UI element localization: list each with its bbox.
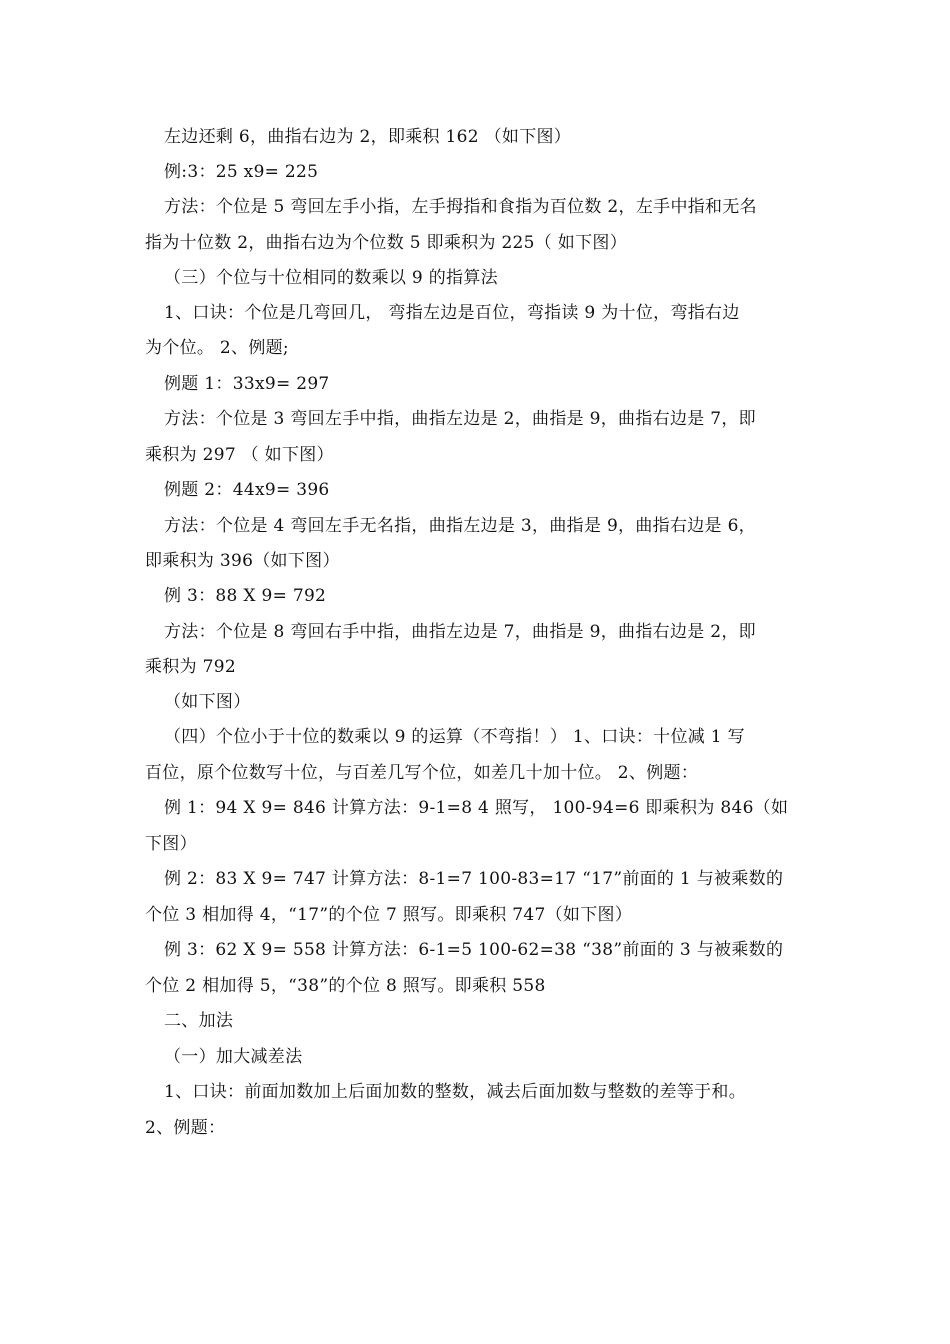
text-line: （如下图） xyxy=(164,692,251,712)
text-line: 例 1：94 X 9= 846 计算方法：9-1=8 4 照写， 100-94=6 即乘积为 846（如 xyxy=(164,798,789,818)
text-line: 乘积为 792 xyxy=(145,657,236,677)
section-heading: （一）加大减差法 xyxy=(164,1047,303,1067)
section-heading: 二、加法 xyxy=(164,1011,234,1031)
text-line: 1、口诀：个位是几弯回几， 弯指左边是百位，弯指读 9 为十位，弯指右边 xyxy=(164,303,740,323)
text-line: 方法：个位是 8 弯回右手中指，曲指左边是 7，曲指是 9，曲指右边是 2，即 xyxy=(164,622,756,642)
text-line: 方法：个位是 5 弯回左手小指，左手拇指和食指为百位数 2，左手中指和无名 xyxy=(164,197,757,217)
text-line: 例:3：25 x9= 225 xyxy=(164,162,319,182)
text-line: 下图） xyxy=(145,834,197,854)
text-line: 指为十位数 2，曲指右边为个位数 5 即乘积为 225（ 如下图） xyxy=(145,233,627,253)
text-line: 1、口诀：前面加数加上后面加数的整数，减去后面加数与整数的差等于和。 xyxy=(164,1082,747,1102)
text-line: 例 2：83 X 9= 747 计算方法：8-1=7 100-83=17 “17”前面的 1 与被乘数的 xyxy=(164,869,784,889)
text-line: 例 3：62 X 9= 558 计算方法：6-1=5 100-62=38 “38”前面的 3 与被乘数的 xyxy=(164,940,784,960)
text-line: 为个位。 2、例题; xyxy=(145,338,289,358)
section-heading: （四）个位小于十位的数乘以 9 的运算（不弯指！） 1、口诀：十位减 1 写 xyxy=(164,727,745,747)
text-line: 百位，原个位数写十位，与百差几写个位，如差几十加十位。 2、例题： xyxy=(145,763,699,783)
text-line: 2、例题： xyxy=(145,1118,226,1138)
text-line: 方法：个位是 3 弯回左手中指，曲指左边是 2，曲指是 9，曲指右边是 7，即 xyxy=(164,409,756,429)
text-line: 例 3：88 X 9= 792 xyxy=(164,586,327,606)
text-line: 左边还剩 6，曲指右边为 2，即乘积 162 （如下图） xyxy=(164,127,572,147)
text-line: 乘积为 297 （ 如下图） xyxy=(145,445,334,465)
text-line: 即乘积为 396（如下图） xyxy=(145,551,340,571)
text-line: 例题 1：33x9= 297 xyxy=(164,374,330,394)
section-heading: （三）个位与十位相同的数乘以 9 的指算法 xyxy=(164,268,498,288)
text-line: 例题 2：44x9= 396 xyxy=(164,480,330,500)
text-line: 个位 2 相加得 5，“38”的个位 8 照写。即乘积 558 xyxy=(145,976,546,996)
text-line: 个位 3 相加得 4，“17”的个位 7 照写。即乘积 747（如下图） xyxy=(145,905,633,925)
text-line: 方法：个位是 4 弯回左手无名指，曲指左边是 3，曲指是 9，曲指右边是 6， xyxy=(164,516,756,536)
